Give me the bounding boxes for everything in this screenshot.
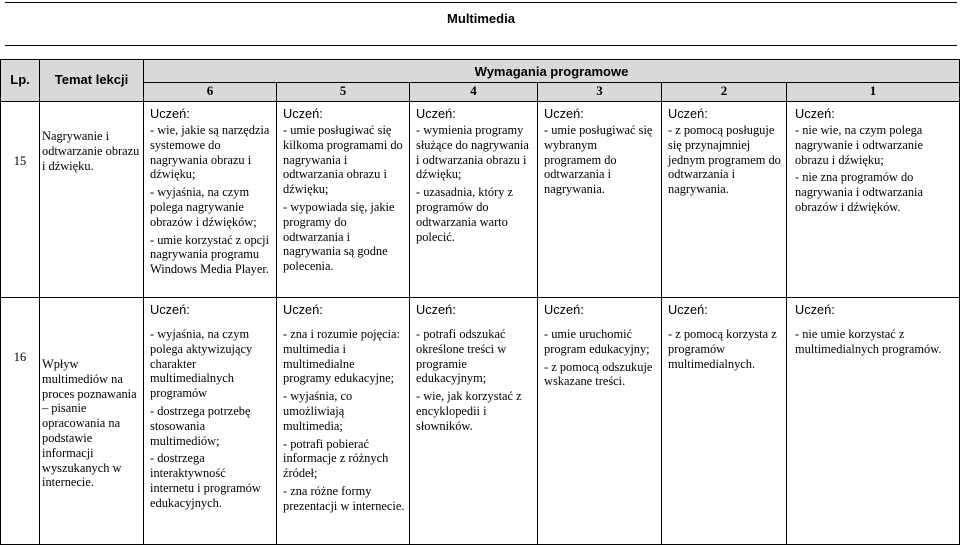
requirement-item: - wypowiada się, jakie programy do odtwarzania i nagrywania są godne polecenia. — [283, 199, 395, 274]
student-label: Uczeń: — [544, 302, 584, 317]
requirement-item: - potrafi odszukać określone treści w programie edukacyjnym; — [416, 327, 507, 386]
row-16-grade-5 — [277, 298, 410, 545]
requirement-item: - nie umie korzystać z multimedialnych programów. — [795, 327, 942, 356]
header-requirements-label: Wymagania programowe — [474, 64, 629, 79]
requirement-item: - umie korzystać z opcji nagrywania programu Windows Media Player. — [150, 232, 270, 277]
student-label: Uczeń: — [544, 106, 584, 121]
header-topic — [40, 59, 144, 102]
grade-2-label: 2 — [720, 83, 728, 98]
row-16-grade-4 — [410, 298, 538, 545]
header-lp-label: Lp. — [10, 72, 30, 87]
row-16-grade-6 — [144, 298, 277, 545]
requirement-item: - uzasadnia, który z programów do odtwarzania warto polecić. — [416, 185, 514, 244]
grade-3-header — [538, 83, 662, 102]
row-15-number — [0, 102, 40, 298]
row-16-number — [0, 298, 40, 545]
student-label: Uczeń: — [795, 302, 835, 317]
student-label: Uczeń: — [668, 106, 708, 121]
row-16-grade-3 — [538, 298, 662, 545]
grade-3-label: 3 — [596, 83, 603, 98]
student-label: Uczeń: — [795, 106, 835, 121]
header-lp — [0, 59, 40, 102]
title-bar — [5, 2, 957, 46]
student-label: Uczeń: — [150, 302, 190, 317]
requirement-item: - zna i rozumie pojęcia: multimedia i multimedialne programy edukacyjne; — [283, 327, 400, 386]
student-label: Uczeń: — [283, 302, 323, 317]
requirement-item: - zna różne formy prezentacji w internecie. — [283, 483, 405, 513]
grade-1-header — [787, 83, 960, 102]
requirement-item: - dostrzega interaktywność internetu i programów edukacyjnych. — [150, 451, 261, 510]
grade-6-label: 6 — [206, 83, 214, 98]
requirement-item: - wie, jakie są narzędzia systemowe do nagrywania obrazu i dźwięku; — [150, 123, 270, 182]
page-title: Multimedia — [447, 11, 515, 26]
header-topic-label: Temat lekcji — [54, 72, 129, 87]
requirement-item: - nie zna programów do nagrywania i odtwarzania obrazów i dźwięków. — [795, 170, 923, 214]
requirement-item: - wie, jak korzystać z encyklopedii i słowników. — [416, 389, 522, 433]
requirement-item: - z pomocą posługuje się przynajmniej jednym programem do odtwarzania i nagrywania. — [668, 123, 781, 197]
grade-5-header — [277, 83, 410, 102]
grade-4-label: 4 — [470, 83, 477, 98]
row-16-grade-1 — [787, 298, 960, 545]
row-15-grade-5 — [277, 102, 410, 298]
student-label: Uczeń: — [283, 106, 323, 121]
grade-2-header — [662, 83, 787, 102]
student-label: Uczeń: — [416, 302, 456, 317]
row-15-grade-3 — [538, 102, 662, 298]
requirement-item: - umie posługiwać się kilkoma programami do nagrywania i odtwarzania obrazu i dźwięku; — [283, 123, 403, 197]
row-15-grade-1 — [787, 102, 960, 298]
row-number: 15 — [13, 154, 27, 168]
row-15-topic — [40, 102, 144, 298]
row-16-topic — [40, 298, 144, 545]
requirement-item: - potrafi pobierać informacje z różnych źródeł; — [283, 436, 389, 481]
row-15-grade-4 — [410, 102, 538, 298]
student-label: Uczeń: — [668, 302, 708, 317]
student-label: Uczeń: — [416, 106, 456, 121]
row-15-grade-6 — [144, 102, 277, 298]
row-16-grade-2 — [662, 298, 787, 545]
requirement-item: - wyjaśnia, na czym polega nagrywanie obrazów i dźwięków; — [150, 185, 257, 229]
student-label: Uczeń: — [150, 106, 190, 121]
requirements-table — [0, 59, 960, 545]
row-15-grade-2 — [662, 102, 787, 298]
grade-4-header — [410, 83, 538, 102]
requirement-item: - nie wie, na czym polega nagrywanie i odtwarzanie obrazu i dźwięku; — [795, 123, 923, 167]
requirement-item: - z pomocą korzysta z programów multimedialnych. — [668, 327, 777, 371]
requirement-item: - z pomocą odszukuje wskazane treści. — [544, 359, 653, 389]
lesson-topic: Nagrywanie i odtwarzanie obrazu i dźwięku. — [42, 129, 140, 173]
requirement-item: - dostrzega potrzebę stosowania multimediów; — [150, 403, 251, 448]
requirement-item: - wymienia programy służące do nagrywania i odtwarzania obrazu i dźwięku; — [416, 123, 529, 182]
requirement-item: - umie posługiwać się wybranym programem do odtwarzania i nagrywania. — [544, 123, 653, 197]
lesson-topic: Wpływ multimediów na proces poznawania – pisanie opracowania na podstawie informacji wyszukanych w internecie. — [42, 357, 137, 490]
requirement-item: - wyjaśnia, co umożliwiają multimedia; — [283, 389, 353, 433]
header-requirements — [144, 59, 960, 83]
requirement-item: - wyjaśnia, na czym polega aktywizujący charakter multimedialnych programów — [150, 327, 253, 401]
grade-1-label: 1 — [869, 83, 877, 98]
requirement-item: - umie uruchomić program edukacyjny; — [544, 327, 650, 356]
row-number: 16 — [13, 350, 27, 364]
grade-5-label: 5 — [339, 83, 347, 98]
grade-6-header — [144, 83, 277, 102]
